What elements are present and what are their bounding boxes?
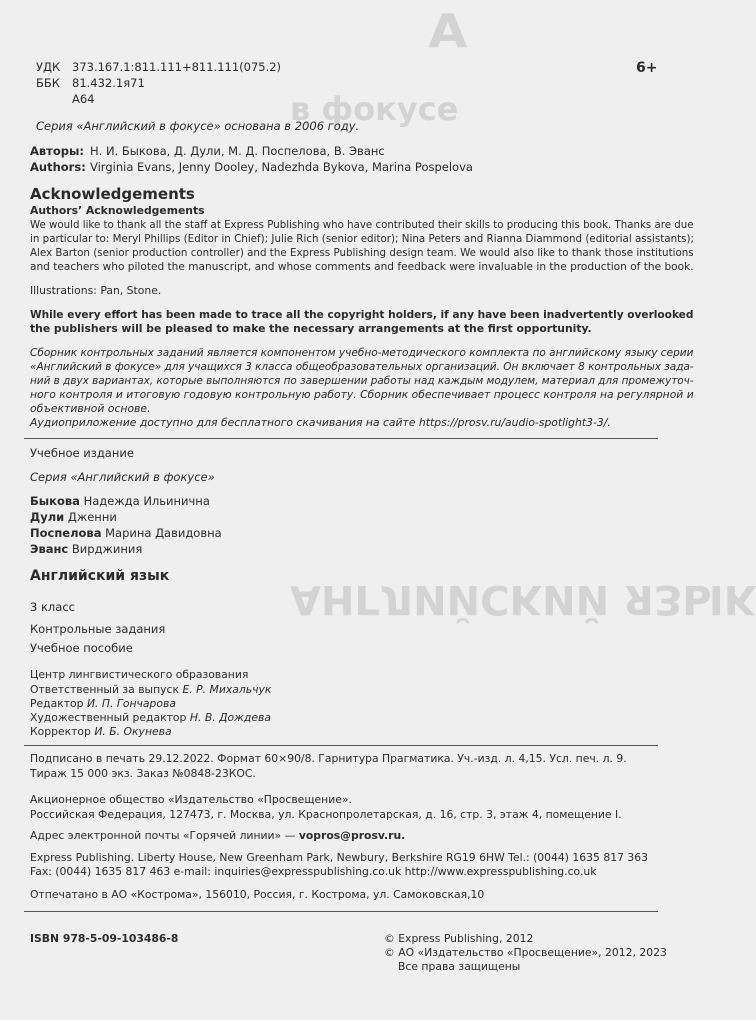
watermark-subtitle: в фокусе	[290, 90, 459, 128]
audio-app-note: Аудиоприложение доступно для бесплатного скачивания на сайте https://prosv.ru/audio-spotlight3-3/.	[30, 416, 611, 429]
book-kind: Учебное пособие	[30, 641, 133, 655]
author-entry-2	[30, 510, 117, 525]
author-4-surname: Эванс	[30, 542, 69, 556]
copyright-symbol-2: ©	[384, 946, 395, 959]
copyright-1	[384, 932, 533, 947]
rights-reserved: Все права защищены	[398, 960, 521, 973]
authors-ru-label: Авторы:	[30, 144, 84, 158]
watermark-banner: АНГЛИЙСКИЙ ЯЗЫК	[290, 576, 756, 622]
hotline-email[interactable]: vopros@prosv.ru.	[298, 829, 406, 842]
editorial-center: Центр лингвистического образования	[30, 668, 249, 681]
publisher-address: Российская Федерация, 127473, г. Москва, ул. Краснопролетарская, д. 16, стр. 3, этаж 4, помещение I.	[30, 808, 622, 821]
series-name: Серия «Английский в фокусе»	[30, 470, 215, 484]
divider-1	[24, 438, 658, 439]
grade: 3 класс	[30, 600, 75, 614]
description-line-1: Сборник контрольных заданий является компонентом учебно-методического комплекта по английскому языку серии	[30, 346, 694, 359]
author-mark: А64	[72, 92, 95, 106]
bbk-label: ББК	[36, 76, 60, 90]
staff-name-2: И. П. Гончарова	[86, 697, 176, 710]
ack-line-3: Alex Barton (senior production controller) and the Express Publishing design team. We would also like to thank those institutions	[30, 246, 694, 259]
ack-line-2: in particular to: Meryl Phillips (Editor in Chief); Julie Rich (senior editor); Nina Peters and Rianna Diammond (editorial assistants);	[30, 232, 695, 245]
udk-label: УДК	[36, 60, 61, 74]
authors-ru-names: Н. И. Быкова, Д. Дули, М. Д. Поспелова, В. Эванс	[90, 144, 385, 158]
author-2-given: Дженни	[67, 510, 117, 524]
ack-line-4: and teachers who piloted the manuscript, and whose comments and feedback were invaluable in the production of the book.	[30, 260, 694, 273]
staff-role-2: Редактор	[30, 697, 84, 710]
series-founded: Серия «Английский в фокусе» основана в 2006 году.	[36, 119, 360, 133]
authors-ru	[30, 144, 385, 159]
age-rating: 6+	[636, 60, 658, 76]
description-line-2: «Английский в фокусе» для учащихся 3 класса общеобразовательных организаций. Он включает 8 контрольных зада-	[30, 360, 694, 373]
hotline-email-line	[30, 829, 405, 844]
staff-role-1: Ответственный за выпуск	[30, 683, 179, 696]
author-entry-3	[30, 526, 222, 541]
staff-name-4: И. Б. Окунева	[94, 725, 172, 738]
watermark-title: А	[428, 4, 468, 58]
divider-2	[24, 745, 658, 746]
copyright-2-text: АО «Издательство «Просвещение», 2012, 2023	[398, 946, 667, 959]
print-run: Тираж 15 000 экз. Заказ №0848-23КОС.	[30, 767, 256, 780]
staff-editor	[30, 697, 176, 712]
author-entry-1	[30, 494, 210, 509]
copyright-notice-line-2: the publishers will be pleased to make the necessary arrangements at the first opportunity.	[30, 322, 592, 335]
acknowledgements-subheading: Authors’ Acknowledgements	[30, 204, 205, 217]
staff-role-4: Корректор	[30, 725, 91, 738]
author-1-given: Надежда Ильинична	[83, 494, 210, 508]
staff-art-editor	[30, 711, 271, 726]
isbn: ISBN 978-5-09-103486-8	[30, 932, 179, 945]
staff-name-1: Е. Р. Михальчук	[182, 683, 272, 696]
staff-role-3: Художественный редактор	[30, 711, 187, 724]
author-2-surname: Дули	[30, 510, 65, 524]
description-line-4: ного контроля и итоговую годовую контрольную работу. Сборник обеспечивает процесс контроля на регулярной и	[30, 388, 694, 401]
divider-3	[24, 911, 658, 912]
author-1-surname: Быкова	[30, 494, 80, 508]
illustrations-credit: Illustrations: Pan, Stone.	[30, 284, 162, 297]
copyright-symbol-1: ©	[384, 932, 395, 945]
book-type: Контрольные задания	[30, 622, 166, 636]
author-entry-4	[30, 542, 142, 557]
staff-proofreader	[30, 725, 172, 740]
subject-title: Английский язык	[30, 568, 170, 584]
description-line-3: ний в двух вариантах, которые выполняются по завершении работы над каждым модулем, материал для промежуточ-	[30, 374, 694, 387]
print-details: Подписано в печать 29.12.2022. Формат 60×90/8. Гарнитура Прагматика. Уч.-изд. л. 4,15. Усл. печ. л. 9.	[30, 752, 627, 765]
authors-en	[30, 160, 473, 175]
authors-en-names: Virginia Evans, Jenny Dooley, Nadezhda Bykova, Marina Pospelova	[90, 160, 473, 174]
publisher-name: Акционерное общество «Издательство «Просвещение».	[30, 793, 352, 806]
copyright-notice-line-1: While every effort has been made to trace all the copyright holders, if any have been inadvertently overlooked	[30, 308, 694, 321]
copyright-1-text: Express Publishing, 2012	[398, 932, 534, 945]
staff-responsible	[30, 683, 271, 698]
author-4-given: Вирджиния	[71, 542, 143, 556]
edition-type: Учебное издание	[30, 446, 134, 460]
authors-en-label: Authors:	[30, 160, 86, 174]
copyright-2	[384, 946, 667, 961]
author-3-given: Марина Давидовна	[105, 526, 222, 540]
express-address: Express Publishing. Liberty House, New Greenham Park, Newbury, Berkshire RG19 6HW Tel.: (0044) 1635 817 363	[30, 851, 648, 864]
udk-value: 373.167.1:811.111+811.111(075.2)	[72, 60, 282, 74]
acknowledgements-heading: Acknowledgements	[30, 185, 195, 203]
staff-name-3: Н. В. Дождева	[189, 711, 271, 724]
hotline-label: Адрес электронной почты «Горячей линии» —	[30, 829, 296, 842]
udk-line	[36, 60, 281, 75]
author-3-surname: Поспелова	[30, 526, 102, 540]
ack-line-1: We would like to thank all the staff at Express Publishing who have contributed their skills to producing this book. Thanks are due	[30, 218, 694, 231]
bbk-value: 81.432.1я71	[72, 76, 145, 90]
bbk-line	[36, 76, 145, 91]
express-contacts: Fax: (0044) 1635 817 463 e-mail: inquiries@expresspublishing.co.uk http://www.expresspublishing.co.uk	[30, 865, 597, 878]
description-line-5: объективной основе.	[30, 402, 151, 415]
printed-at: Отпечатано в АО «Кострома», 156010, Россия, г. Кострома, ул. Самоковская,10	[30, 888, 485, 901]
